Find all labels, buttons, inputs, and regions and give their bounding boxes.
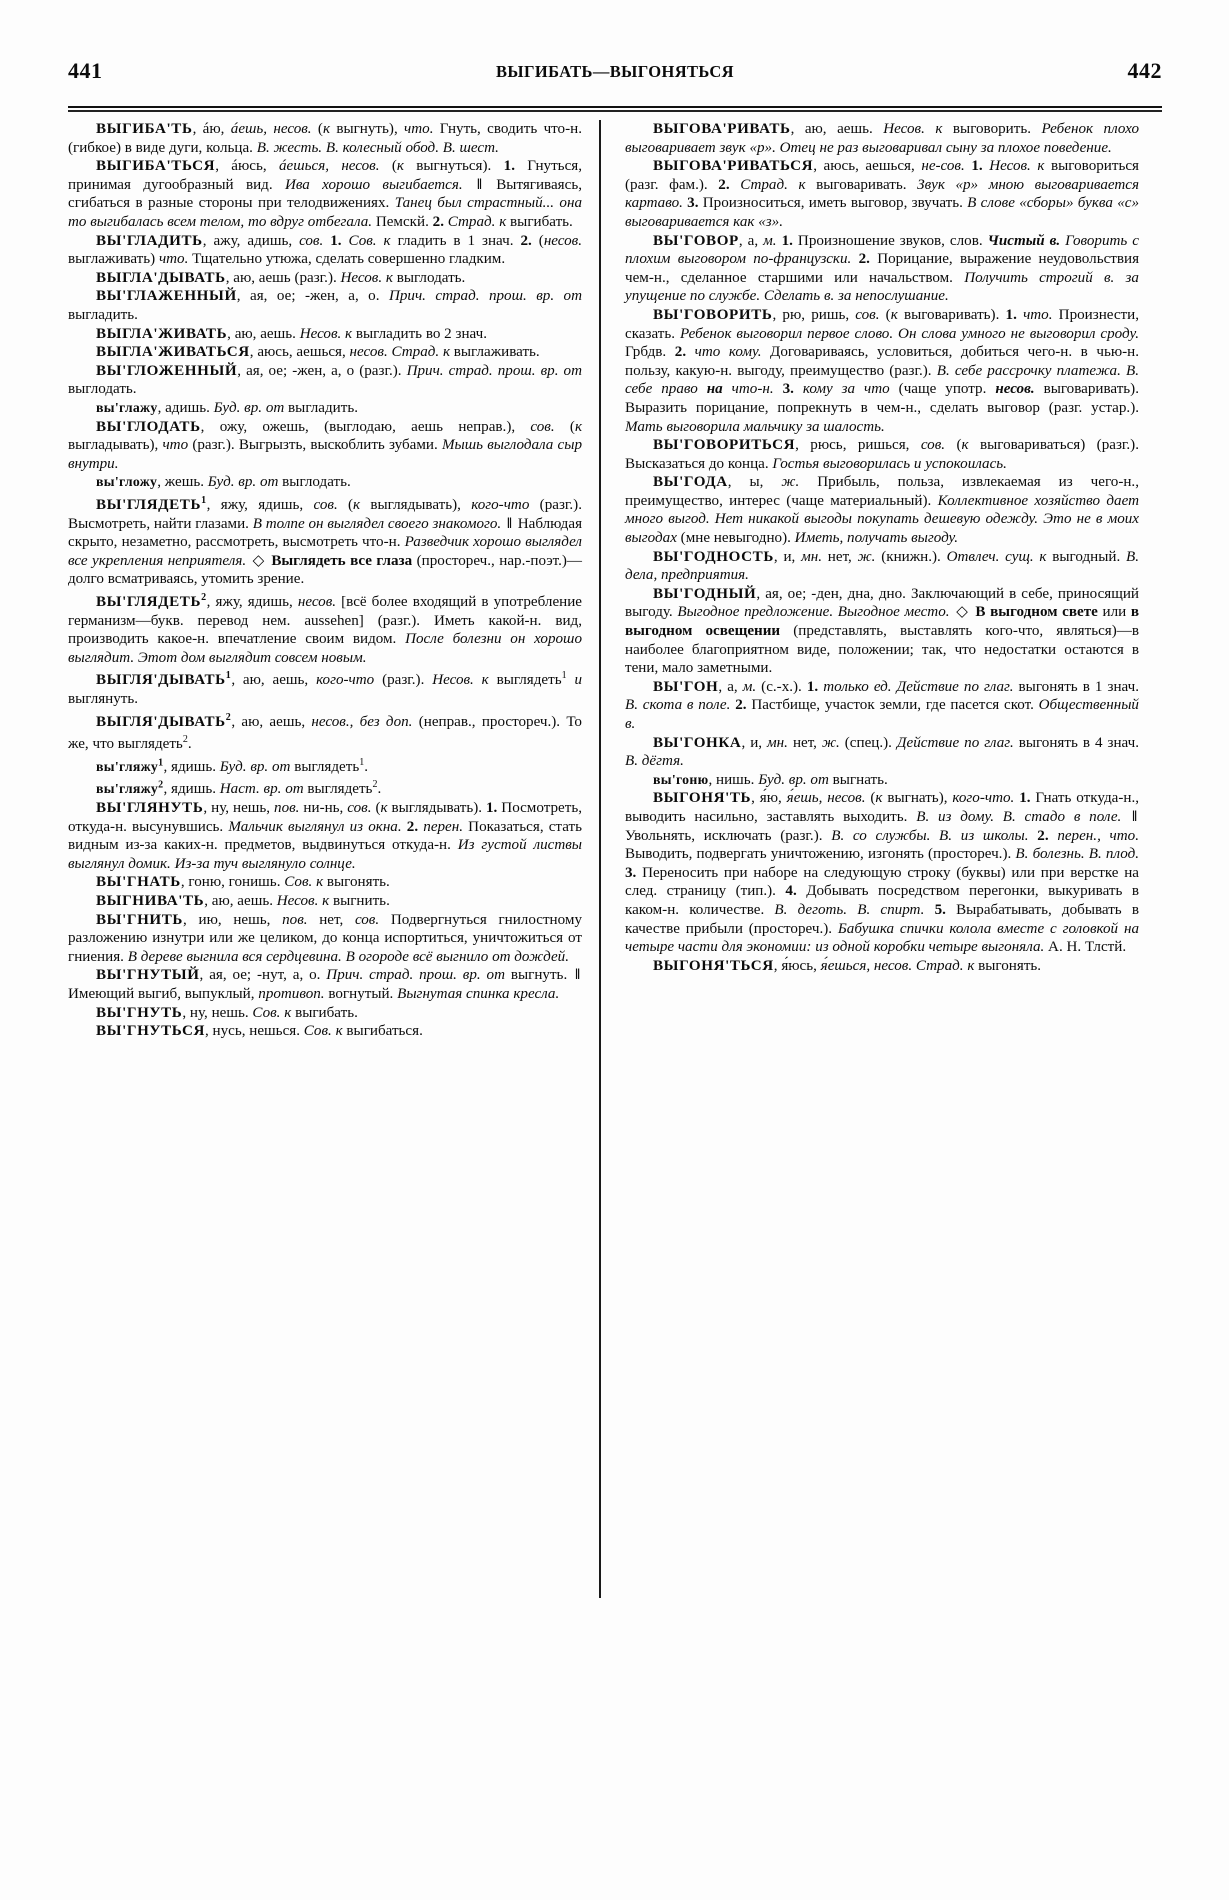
dictionary-entry: ВЫГЛА'ДЫВАТЬ, аю, аешь (разг.). Несов. к выглодать. xyxy=(96,269,466,286)
dictionary-entry: ВЫГЛЯ'ДЫВАТЬ$^1$, аю, аешь, кого-что (разг.). Несов. к выглядеть$^1$ и выглянуть. xyxy=(68,670,583,707)
rule-thin xyxy=(68,110,1162,112)
dictionary-entry: ВЫ'ГНУТЬ, ну, нешь. Сов. к выгибать. xyxy=(96,1004,358,1021)
dictionary-entry: ВЫ'ГОН, а, м. (с.-х.). 1. только ед. Действие по глаг. выгонять в 1 знач. В. скота в поле. 2. Пастбище, участок земли, где пасется скот. Общественный в. xyxy=(625,678,1139,732)
dictionary-entry: ВЫ'ГНУТЬСЯ, нусь, нешься. Сов. к выгибаться. xyxy=(96,1023,423,1040)
dictionary-entry: ВЫ'ГЛЯДЕТЬ$^1$, яжу, ядишь, сов. (к выглядывать), кого-что (разг.). Высмотреть, найти глазами. В толпе он выглядел своего знакомого. ‖ Наблюдая скрыто, незаметно, рассмотреть, высмотреть что-н. Разведчик хорошо выглядел все укрепления неприятеля. ◇ Выглядеть все глаза (простореч., нар.-поэт.)—долго всматриваясь, утомить зрение. xyxy=(68,494,583,588)
dictionary-entry: ВЫГОНЯ'ТЬСЯ, я́юсь, я́ешься, несов. Страд. к выгонять. xyxy=(653,957,1042,974)
dictionary-entry: ВЫГЛЯ'ДЫВАТЬ$^2$, аю, аешь, несов., без доп. (неправ., простореч.). То же, что выглядеть$^2$. xyxy=(68,711,582,753)
dictionary-entry: ВЫ'ГОВОРИТЬ, рю, ришь, сов. (к выговаривать). 1. что. Произнести, сказать. Ребенок выговорил первое слово. Он слова умного не выговорил сроду. Грбдв. 2. что кому. Договариваясь, условиться, добиться чего-н. в чью-н. пользу, какую-н. выгоду, преимущество (разг.). В. себе рассрочку платежа. В. себе право на что-н. 3. кому за что (чаще употр. несов. выговаривать). Выразить порицание, попрекнуть в чем-н., сделать выговор (разг. устар.). Мать выговорила мальчику за шалость. xyxy=(625,306,1139,435)
dictionary-entry: ВЫГЛА'ЖИВАТЬСЯ, аюсь, аешься, несов. Страд. к выглаживать. xyxy=(96,344,540,361)
header-rule xyxy=(68,106,1162,112)
inflection-entry: вы'гляжу$^2$, ядишь. Наст. вр. от выглядеть$^2$. xyxy=(96,779,382,798)
dictionary-entry: ВЫ'ГОДНОСТЬ, и, мн. нет, ж. (книжн.). Отвлеч. сущ. к выгодный. В. дела, предприятия. xyxy=(625,548,1140,584)
inflection-entry: вы'гоню, нишь. Буд. вр. от выгнать. xyxy=(653,771,888,788)
folio-right: 442 xyxy=(1127,58,1162,83)
dictionary-entry: ВЫ'ГНАТЬ, гоню, гонишь. Сов. к выгонять. xyxy=(96,874,390,891)
dictionary-entry: ВЫ'ГЛАДИТЬ, ажу, адишь, сов. 1. Сов. к гладить в 1 знач. 2. (несов. выглаживать) что. Тщательно утюжа, сделать совершенно гладким. xyxy=(68,232,582,268)
dictionary-entry: ВЫ'ГОНКА, и, мн. нет, ж. (спец.). Действие по глаг. выгонять в 4 знач. В. дёгтя. xyxy=(625,734,1139,770)
dictionary-entry: ВЫ'ГОВОРИТЬСЯ, рюсь, ришься, сов. (к выговариваться) (разг.). Высказаться до конца. Гостья выговорилась и успокоилась. xyxy=(625,437,1139,472)
dictionary-entry: ВЫ'ГЛЯНУТЬ, ну, нешь, пов. ни-нь, сов. (к выглядывать). 1. Посмотреть, откуда-н. высунувшись. Мальчик выглянул из окна. 2. перен. Показаться, стать видным из-за каких-н. предметов, выдвинуться откуда-н. Из густой листвы выглянул домик. Из-за туч выглянуло солнце. xyxy=(68,800,583,872)
dictionary-entry: ВЫ'ГЛАЖЕННЫЙ, ая, ое; -жен, а, о. Прич. страд. прош. вр. от выгладить. xyxy=(68,288,582,323)
dictionary-entry: ВЫГОВА'РИВАТЬСЯ, аюсь, аешься, не-сов. 1. Несов. к выговориться (разг. фам.). 2. Страд. к выговаривать. Звук «р» мною выговаривается картаво. 3. Произноситься, иметь выговор, звучать. В слове «сборы» буква «с» выговаривается как «з». xyxy=(625,158,1139,230)
inflection-entry: вы'гложу, жешь. Буд. вр. от выглодать. xyxy=(96,474,351,491)
dictionary-entry: ВЫ'ГЛОЖЕННЫЙ, ая, ое; -жен, а, о (разг.). Прич. страд. прош. вр. от выглодать. xyxy=(68,362,582,398)
dictionary-entry: ВЫГЛА'ЖИВАТЬ, аю, аешь. Несов. к выгладить во 2 знач. xyxy=(96,325,487,342)
inflection-entry: вы'глажу, адишь. Буд. вр. от выгладить. xyxy=(96,399,358,416)
dictionary-entry: ВЫГИБА'ТЬСЯ, áюсь, áешься, несов. (к выгнуться). 1. Гнуться, принимая дугообразный вид. Ива хорошо выгибается. ‖ Вытягиваясь, сгибаться в разные стороны при телодвижениях. Танец был страстный... она то выгибалась всем телом, то вдруг отбегала. Пемскй. 2. Страд. к выгибать. xyxy=(68,158,582,230)
column-right xyxy=(609,120,1139,1800)
dictionary-entry: ВЫ'ГОДА, ы, ж. Прибыль, польза, извлекаемая из чего-н., преимущество, интерес (чаще материальный). Коллективное хозяйство дает много выгод. Нет никакой выгоды покупать дешевую одежду. Это не в моих выгодах (мне невыгодно). Иметь, получать выгоду. xyxy=(625,474,1139,547)
column-divider xyxy=(599,120,601,1598)
folio-left: 441 xyxy=(68,58,103,83)
dictionary-entry: ВЫГОНЯ'ТЬ, я́ю, я́ешь, несов. (к выгнать), кого-что. 1. Гнать откуда-н., выводить насильно, заставлять выходить. В. из дому. В. стадо в поле. ‖ Увольнять, исключать (разг.). В. со службы. В. из школы. 2. перен., что. Выводить, подвергать уничтожению, изгонять (простореч.). В. болезнь. В. плод. 3. Переносить при наборе на следующую строку (буквы) или при верстке на след. страницу (тип.). 4. Добывать посредством перегонки, выкуривать в каком-н. количестве. В. деготь. В. спирт. 5. Вырабатывать, добывать в качестве прибыли (простореч.). Бабушка спички колола вместе с головкой на четыре части для экономии: из одной коробки четыре выгоняла. А. Н. Тлстй. xyxy=(625,790,1139,956)
dictionary-entry: ВЫ'ГЛЯДЕТЬ$^2$, яжу, ядишь, несов. [всё более входящий в употребление германизм—букв. перевод нем. aussehen] (разг.). Иметь какой-н. вид, производить какое-н. впечатление своим видом. После болезни он хорошо выглядит. Этот дом выглядит совсем новым. xyxy=(68,591,582,666)
dictionary-entry: ВЫГИБА'ТЬ, áю, áешь, несов. (к выгнуть), что. Гнуть, сводить что-н. (гибкое) в виде дуги, кольца. В. жесть. В. колесный обод. В. шест. xyxy=(68,121,582,156)
inflection-entry: вы'гляжу$^1$, ядишь. Буд. вр. от выглядеть$^1$. xyxy=(96,756,369,775)
dictionary-entry: ВЫ'ГЛОДАТЬ, ожу, ожешь, (выглодаю, аешь неправ.), сов. (к выгладывать), что (разг.). Выгрызть, выскоблить зубами. Мышь выглодала сыр внутри. xyxy=(68,418,582,472)
dictionary-entry: ВЫ'ГОВОР, а, м. 1. Произношение звуков, слов. Чистый в. Говорить с плохим выговором по-французски. 2. Порицание, выражение неудовольствия чем-н., сделанное старшими или начальством. Получить строгий в. за упущение по службе. Сделать в. за непослушание. xyxy=(625,232,1140,305)
dictionary-entry: ВЫГОВА'РИВАТЬ, аю, аешь. Несов. к выговорить. Ребенок плохо выговаривает звук «р». Отец не раз выговаривал сыну за плохое поведение. xyxy=(625,121,1139,156)
dictionary-entry: ВЫ'ГОДНЫЙ, ая, ое; -ден, дна, дно. Заключающий в себе, приносящий выгоду. Выгодное предложение. Выгодное место. ◇ В выгодном свете или в выгодном освещении (представлять, выставлять кого-что, являться)—в наиболее благоприятном виде, положении; так, что недостатки остаются в тени, мало заметными. xyxy=(625,585,1139,677)
column-left xyxy=(68,120,599,1800)
dictionary-entry: ВЫ'ГНИТЬ, ию, нешь, пов. нет, сов. Подвергнуться гнилостному разложению изнутри или же целиком, до конца испортиться, уничтожиться от гниения. В дереве выгнила вся сердцевина. В огороде всё выгнило от дождей. xyxy=(68,911,582,965)
dictionary-entry: ВЫГНИВА'ТЬ, аю, аешь. Несов. к выгнить. xyxy=(96,892,390,909)
running-head: ВЫГИБАТЬ—ВЫГОНЯТЬСЯ xyxy=(496,62,734,81)
dictionary-entry: ВЫ'ГНУТЫЙ, ая, ое; -нут, а, о. Прич. страд. прош. вр. от выгнуть. ‖ Имеющий выгиб, выпуклый, противоп. вогнутый. Выгнутая спинка кресла. xyxy=(68,967,580,1002)
text-columns xyxy=(68,120,1166,1800)
page-header xyxy=(68,58,1162,104)
